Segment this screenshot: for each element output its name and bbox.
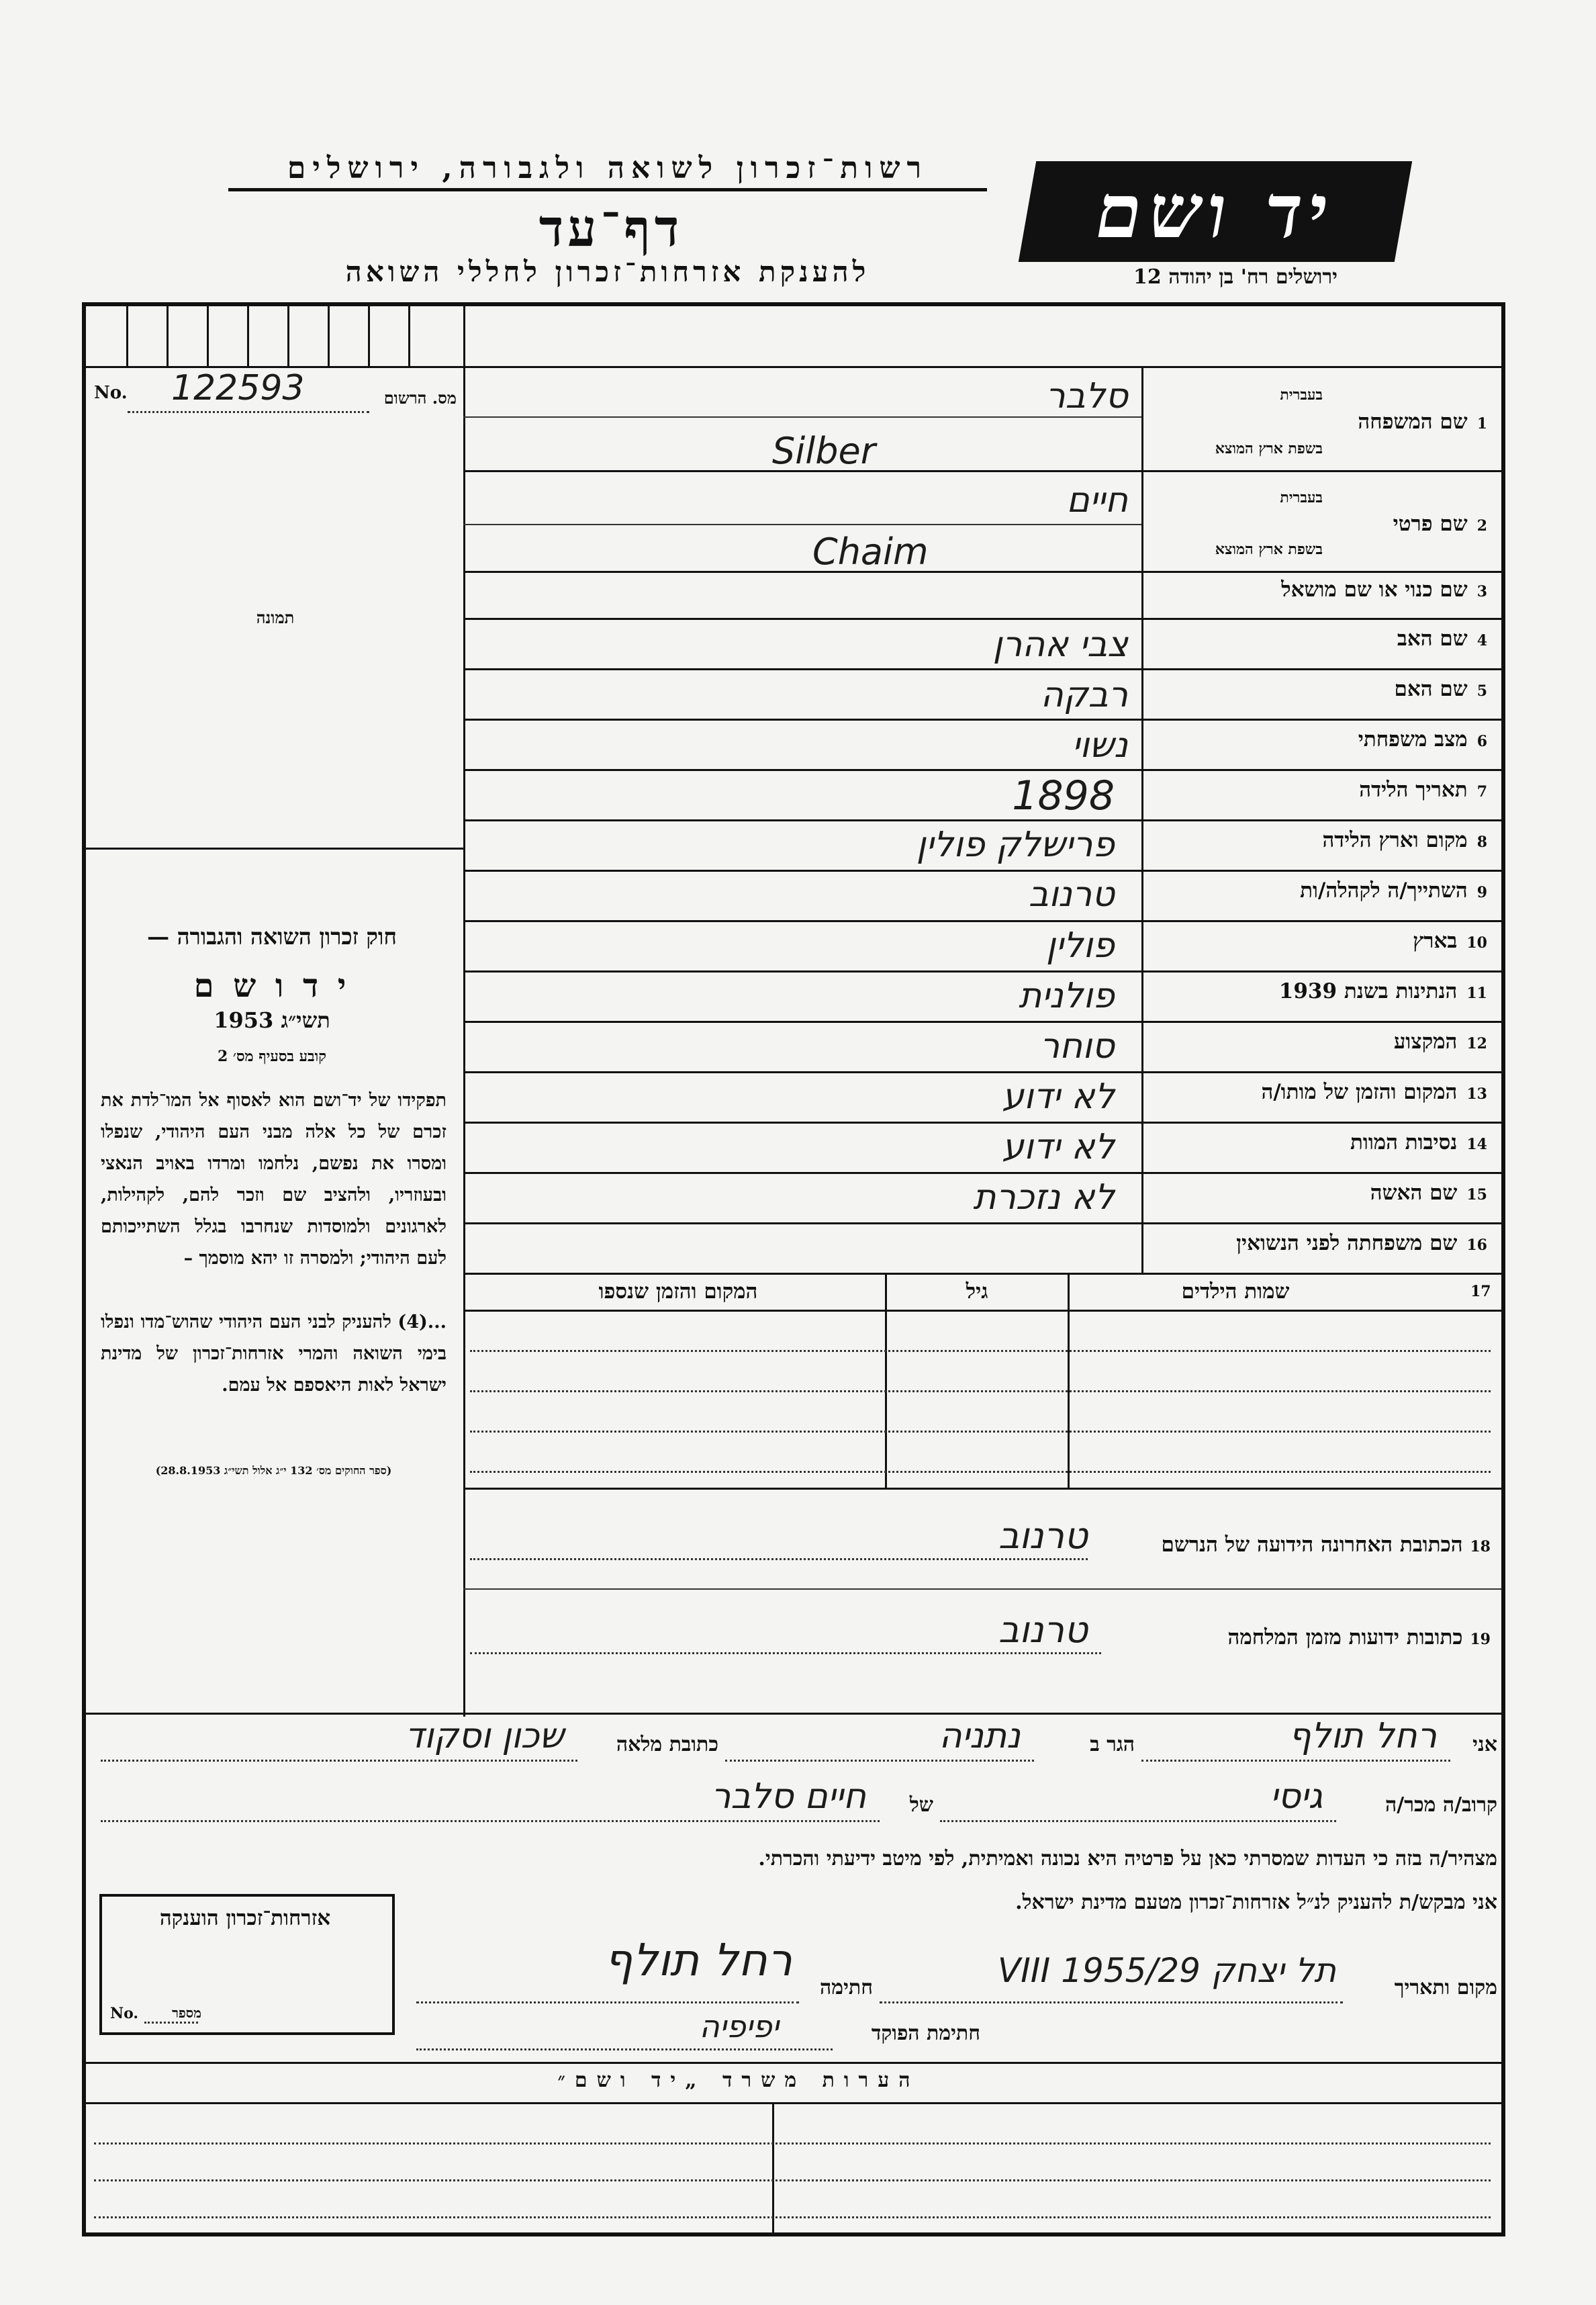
field-7-value: 1898	[1012, 772, 1115, 819]
field-5-value: רבקה	[1040, 675, 1128, 715]
law-name: י ד ו ש ם	[193, 967, 350, 1005]
field-1-origin-sublabel: בשפת ארץ המוצא	[1215, 440, 1323, 457]
field-19-value: טרנוב	[998, 1609, 1088, 1651]
declaration-signature-label: חתימה	[820, 1976, 873, 1999]
field-2-hebrew-sublabel: בעברית	[1280, 489, 1323, 506]
field-9-label: 9השתייך/ה לקהלה/ות	[1300, 878, 1487, 903]
field-19-num: 19	[1470, 1631, 1491, 1648]
field-11-value: פולנית	[1019, 976, 1115, 1016]
field-5-label: 5שם האם	[1394, 677, 1487, 701]
field-4-label: 4שם האב	[1397, 627, 1487, 651]
field-8-label: 8מקום וארץ הלידה	[1322, 828, 1487, 852]
field-9-num: 9	[1476, 884, 1487, 901]
field-2-num: 2	[1476, 517, 1487, 535]
field-18-label: 18 הכתובת האחרונה הידועה של הנרשם	[1161, 1533, 1491, 1557]
declaration-officer-label: חתימת הפוקד	[871, 2022, 980, 2045]
logo-text: יד ושם	[1088, 168, 1342, 255]
field-12-label: 12המקצוע	[1393, 1030, 1487, 1054]
field-15-label: 15שם האשה	[1370, 1181, 1487, 1205]
field-6-label: 6מצב משפחתי	[1358, 727, 1487, 752]
field-14-num: 14	[1466, 1136, 1487, 1153]
law-year: תשי״ג 1953	[214, 1007, 330, 1033]
declaration-statement-2: אני מבקש/ת להעניק לנ״ל אזרחות־זכרון מטעם מדינת ישראל.	[1015, 1891, 1497, 1914]
field-10-label: 10בארץ	[1413, 929, 1487, 953]
field-1-label: 1שם המשפחה	[1358, 410, 1487, 434]
field-3-num: 3	[1476, 583, 1487, 600]
declaration-ani-value: רחל תולף	[1288, 1716, 1437, 1756]
declaration-place-date-value: תל יצחק 29/VIII 1955	[997, 1951, 1336, 1990]
field-4-num: 4	[1476, 632, 1487, 649]
field-7-label: 7תאריך הלידה	[1359, 778, 1487, 802]
declaration-statement-1: מצהיר/ה בזה כי העדות שמסרתי כאן על פרטיה היא נכונה ואמיתית, לפי מיטב ידיעתי והכרתי.	[758, 1847, 1497, 1870]
declaration-relative-value: גיסי	[1270, 1776, 1323, 1817]
field-16-label: 16שם משפחתה לפני הנשואין	[1236, 1231, 1487, 1255]
form-subtitle: להענקת אזרחות־זכרון לחללי השואה	[345, 255, 870, 288]
children-header-names: שמות הילדים	[1181, 1279, 1290, 1304]
field-13-label: 13המקום והזמן של מותו/ה	[1261, 1080, 1487, 1104]
citizenship-number-label: מספר	[172, 2005, 201, 2021]
field-10-value: פולין	[1046, 925, 1115, 966]
declaration-resides-label: הגר ב	[1090, 1733, 1135, 1756]
law-source: (ספר החוקים מס׳ 132 י״ג אלול תשי״ג 28.8.1953)	[155, 1464, 392, 1477]
registration-no-label: No.	[94, 383, 128, 403]
field-3-label: 3שם כנוי או שם מושאל	[1281, 578, 1487, 602]
declaration-address-label: כתובת מלאה	[616, 1733, 718, 1756]
field-15-value: לא נזכרת	[973, 1177, 1115, 1218]
law-text-2: ...(4) להעניק לבני העם היהודי שהוש־מדו ונפלו בימי השואה והמרי אזרחות־זכרון של מדינת ישראל לאות היאספם אל עמם.	[101, 1312, 447, 1396]
law-title: חוק זכרון השואה והגבורה —	[147, 923, 397, 950]
field-9-value: טרנוב	[1028, 874, 1115, 915]
declaration-officer-value: יפיפיה	[699, 2008, 779, 2044]
citizenship-no-label: No.	[110, 2005, 139, 2022]
field-6-num: 6	[1476, 733, 1487, 750]
field-12-value: סוחר	[1039, 1026, 1115, 1067]
declaration-place-date-label: מקום ותאריך	[1394, 1976, 1497, 1999]
field-1-num: 1	[1476, 415, 1487, 433]
office-notes-title: הערות משרד „יד ושם״	[557, 2069, 920, 2092]
registration-label: מס. הרשום	[383, 388, 457, 408]
field-1-hebrew-sublabel: בעברית	[1280, 386, 1323, 404]
photo-label: תמונה	[256, 608, 295, 627]
children-header-place: המקום והזמן שנספו	[598, 1279, 758, 1304]
law-text-1: תפקידו של יד־ושם הוא לאסוף אל המו־לדת את זכרם של כל אלה מבני העם היהודי, שנפלו ומסרו את נפשם, נלחמו ומרדו באויב הנאצי ובעוזריו, ולהציב שם וזכר להם, לקהילות, לארגונים ולמוסדות שנחרבו בגלל השתייכותם לעם היהודי; ולמסרה זו יהא מוסמך –	[101, 1090, 447, 1269]
field-14-value: לא ידוע	[1002, 1127, 1115, 1167]
declaration-address-value: שכון וסקוד	[405, 1716, 564, 1756]
field-11-num: 11	[1466, 985, 1487, 1002]
field-2-value-hebrew: חיים	[1066, 480, 1128, 521]
field-7-num: 7	[1476, 783, 1487, 801]
authority-header: רשות־זכרון לשואה ולגבורה, ירושלים	[228, 151, 987, 191]
declaration-relative-label: קרוב/ה מכר/ה	[1385, 1793, 1497, 1817]
declaration-ani-label: אני	[1472, 1733, 1497, 1756]
field-14-label: 14נסיבות המוות	[1350, 1130, 1487, 1155]
field-10-num: 10	[1466, 934, 1487, 952]
field-8-value: פרישלק פולין	[916, 825, 1115, 865]
declaration-resides-value: נתניה	[939, 1716, 1021, 1756]
field-15-num: 15	[1466, 1186, 1487, 1204]
field-4-value: צבי אהרן	[992, 625, 1128, 665]
yad-vashem-logo	[1019, 161, 1412, 262]
form-title: דף־עד	[538, 198, 684, 258]
field-1-value-latin: Silber	[772, 430, 876, 472]
field-8-num: 8	[1476, 833, 1487, 851]
registration-number: 122593	[171, 368, 305, 408]
logo-address: ירושלים רח' בן יהודה 12	[1133, 265, 1337, 289]
field-18-value: טרנוב	[998, 1515, 1088, 1557]
field-2-label: 2שם פרטי	[1393, 512, 1487, 536]
field-5-num: 5	[1476, 682, 1487, 700]
children-num: 17	[1470, 1283, 1491, 1300]
field-18-num: 18	[1470, 1538, 1491, 1555]
citizenship-granted-title: אזרחות־זכרון הוענקה	[159, 1906, 331, 1930]
children-header-age: גיל	[966, 1279, 988, 1304]
field-1-value-hebrew: סלבר	[1045, 376, 1128, 416]
field-11-label: 11הנתינות בשנת 1939	[1278, 979, 1487, 1003]
field-2-value-latin: Chaim	[812, 531, 929, 573]
field-16-num: 16	[1466, 1236, 1487, 1254]
law-clause: קובע בסעיף מס׳ 2	[217, 1048, 327, 1065]
field-12-num: 12	[1466, 1035, 1487, 1052]
field-19-label: 19 כתובות ידועות מזמן המלחמה	[1227, 1625, 1491, 1649]
declaration-of-label: של	[909, 1793, 933, 1817]
field-6-value: נשוי	[1072, 725, 1128, 766]
declaration-signature-value: רחל תולף	[604, 1934, 792, 1986]
field-13-value: לא ידוע	[1002, 1077, 1115, 1117]
field-2-origin-sublabel: בשפת ארץ המוצא	[1215, 541, 1323, 558]
declaration-of-value: חיים סלבר	[711, 1776, 866, 1817]
field-13-num: 13	[1466, 1085, 1487, 1103]
